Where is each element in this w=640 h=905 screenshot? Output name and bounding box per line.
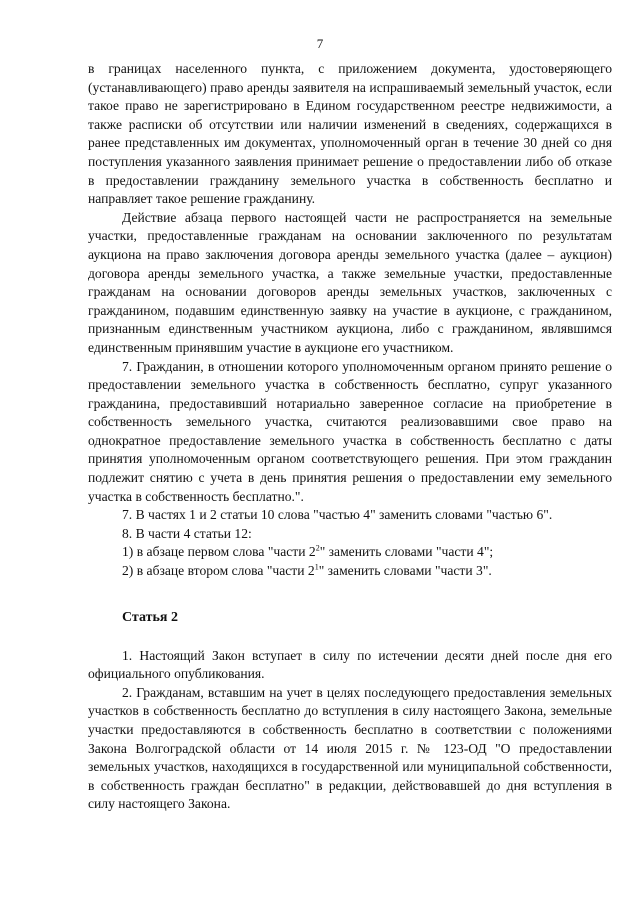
document-body: [88, 60, 612, 814]
paragraph-exception: Действие абзаца первого настоящей части не распространяется на земельные участки, предоставленные гражданам на основании заключенного по результатам аукциона на право заключения договора аренды земельного участка (далее – аукцион) договора аренды земельного участка, а также земельные участки, предоставленные гражданам на основании договоров аренды земельных участков, заключенных с гражданином, подавшим единственную заявку на участие в аукционе, с гражданином, признанным единственным участником аукциона, либо с гражданином, являвшимся единственным принявшим участие в аукционе его участником.: [88, 209, 612, 355]
paragraph-amendment-7: 7. В частях 1 и 2 статьи 10 слова "частью 4" заменить словами "частью 6".: [122, 507, 553, 523]
subpoint-2-superscript: 1: [314, 562, 319, 572]
paragraph-article-2-point-1: 1. Настоящий Закон вступает в силу по истечении десяти дней после дня его официального опубликования.: [88, 647, 612, 682]
paragraph-subpoint-1: [88, 543, 612, 562]
subpoint-2-text-after: " заменить словами "части 3".: [318, 563, 492, 579]
subpoint-1-text-before: 1) в абзаце первом слова "части 2: [122, 544, 316, 560]
article-2-heading: Статья 2: [122, 609, 178, 625]
subpoint-1-text-after: " заменить словами "части 4";: [319, 544, 494, 560]
paragraph-amendment-8: 8. В части 4 статьи 12:: [122, 525, 252, 541]
subpoint-1-superscript: 2: [315, 543, 320, 553]
paragraph-point-7: 7. Гражданин, в отношении которого уполномоченным органом принято решение о предоставлении земельного участка в собственность бесплатно, супруг указанного гражданина, предоставивший нотариально заверенное согласие на приобретение в собственность земельного участка, считаются реализовавшими свое право на однократное предоставление земельного участка в собственность бесплатно с даты принятия уполномоченным органом соответствующего решения. При этом гражданин подлежит снятию с учета в день принятия решения о предоставлении ему земельного участка в собственность бесплатно.".: [88, 358, 612, 504]
page-number: 7: [316, 36, 324, 51]
paragraph-article-2-point-2: 2. Гражданам, вставшим на учет в целях последующего предоставления земельных участков в собственность бесплатно до вступления в силу настоящего Закона, земельные участки предоставляются в собственность бесплатно в соответствии с положениями Закона Волгоградской области от 14 июля 2015 г. № 123-ОД "О предоставлении земельных участков, находящихся в государственной или муниципальной собственности, в собственность граждан бесплатно" в редакции, действовавшей до дня вступления в силу настоящего Закона.: [88, 684, 612, 812]
subpoint-2-text-before: 2) в абзаце втором слова "части 2: [122, 563, 315, 579]
paragraph-subpoint-2: [88, 562, 612, 581]
paragraph-continuation: в границах населенного пункта, с приложением документа, удостоверяющего (устанавливающего) право аренды заявителя на испрашиваемый земельный участок, если такое право не зарегистрировано в Едином государственном реестре недвижимости, а также расписки об отсутствии или наличии изменений в сведениях, содержащихся в ранее представленных им документах, уполномоченный орган в течение 30 дней со дня поступления указанного заявления принимает решение о предоставлении либо об отказе в предоставлении гражданину земельного участка в собственность бесплатно и направляет такое решение гражданину.: [88, 61, 612, 207]
